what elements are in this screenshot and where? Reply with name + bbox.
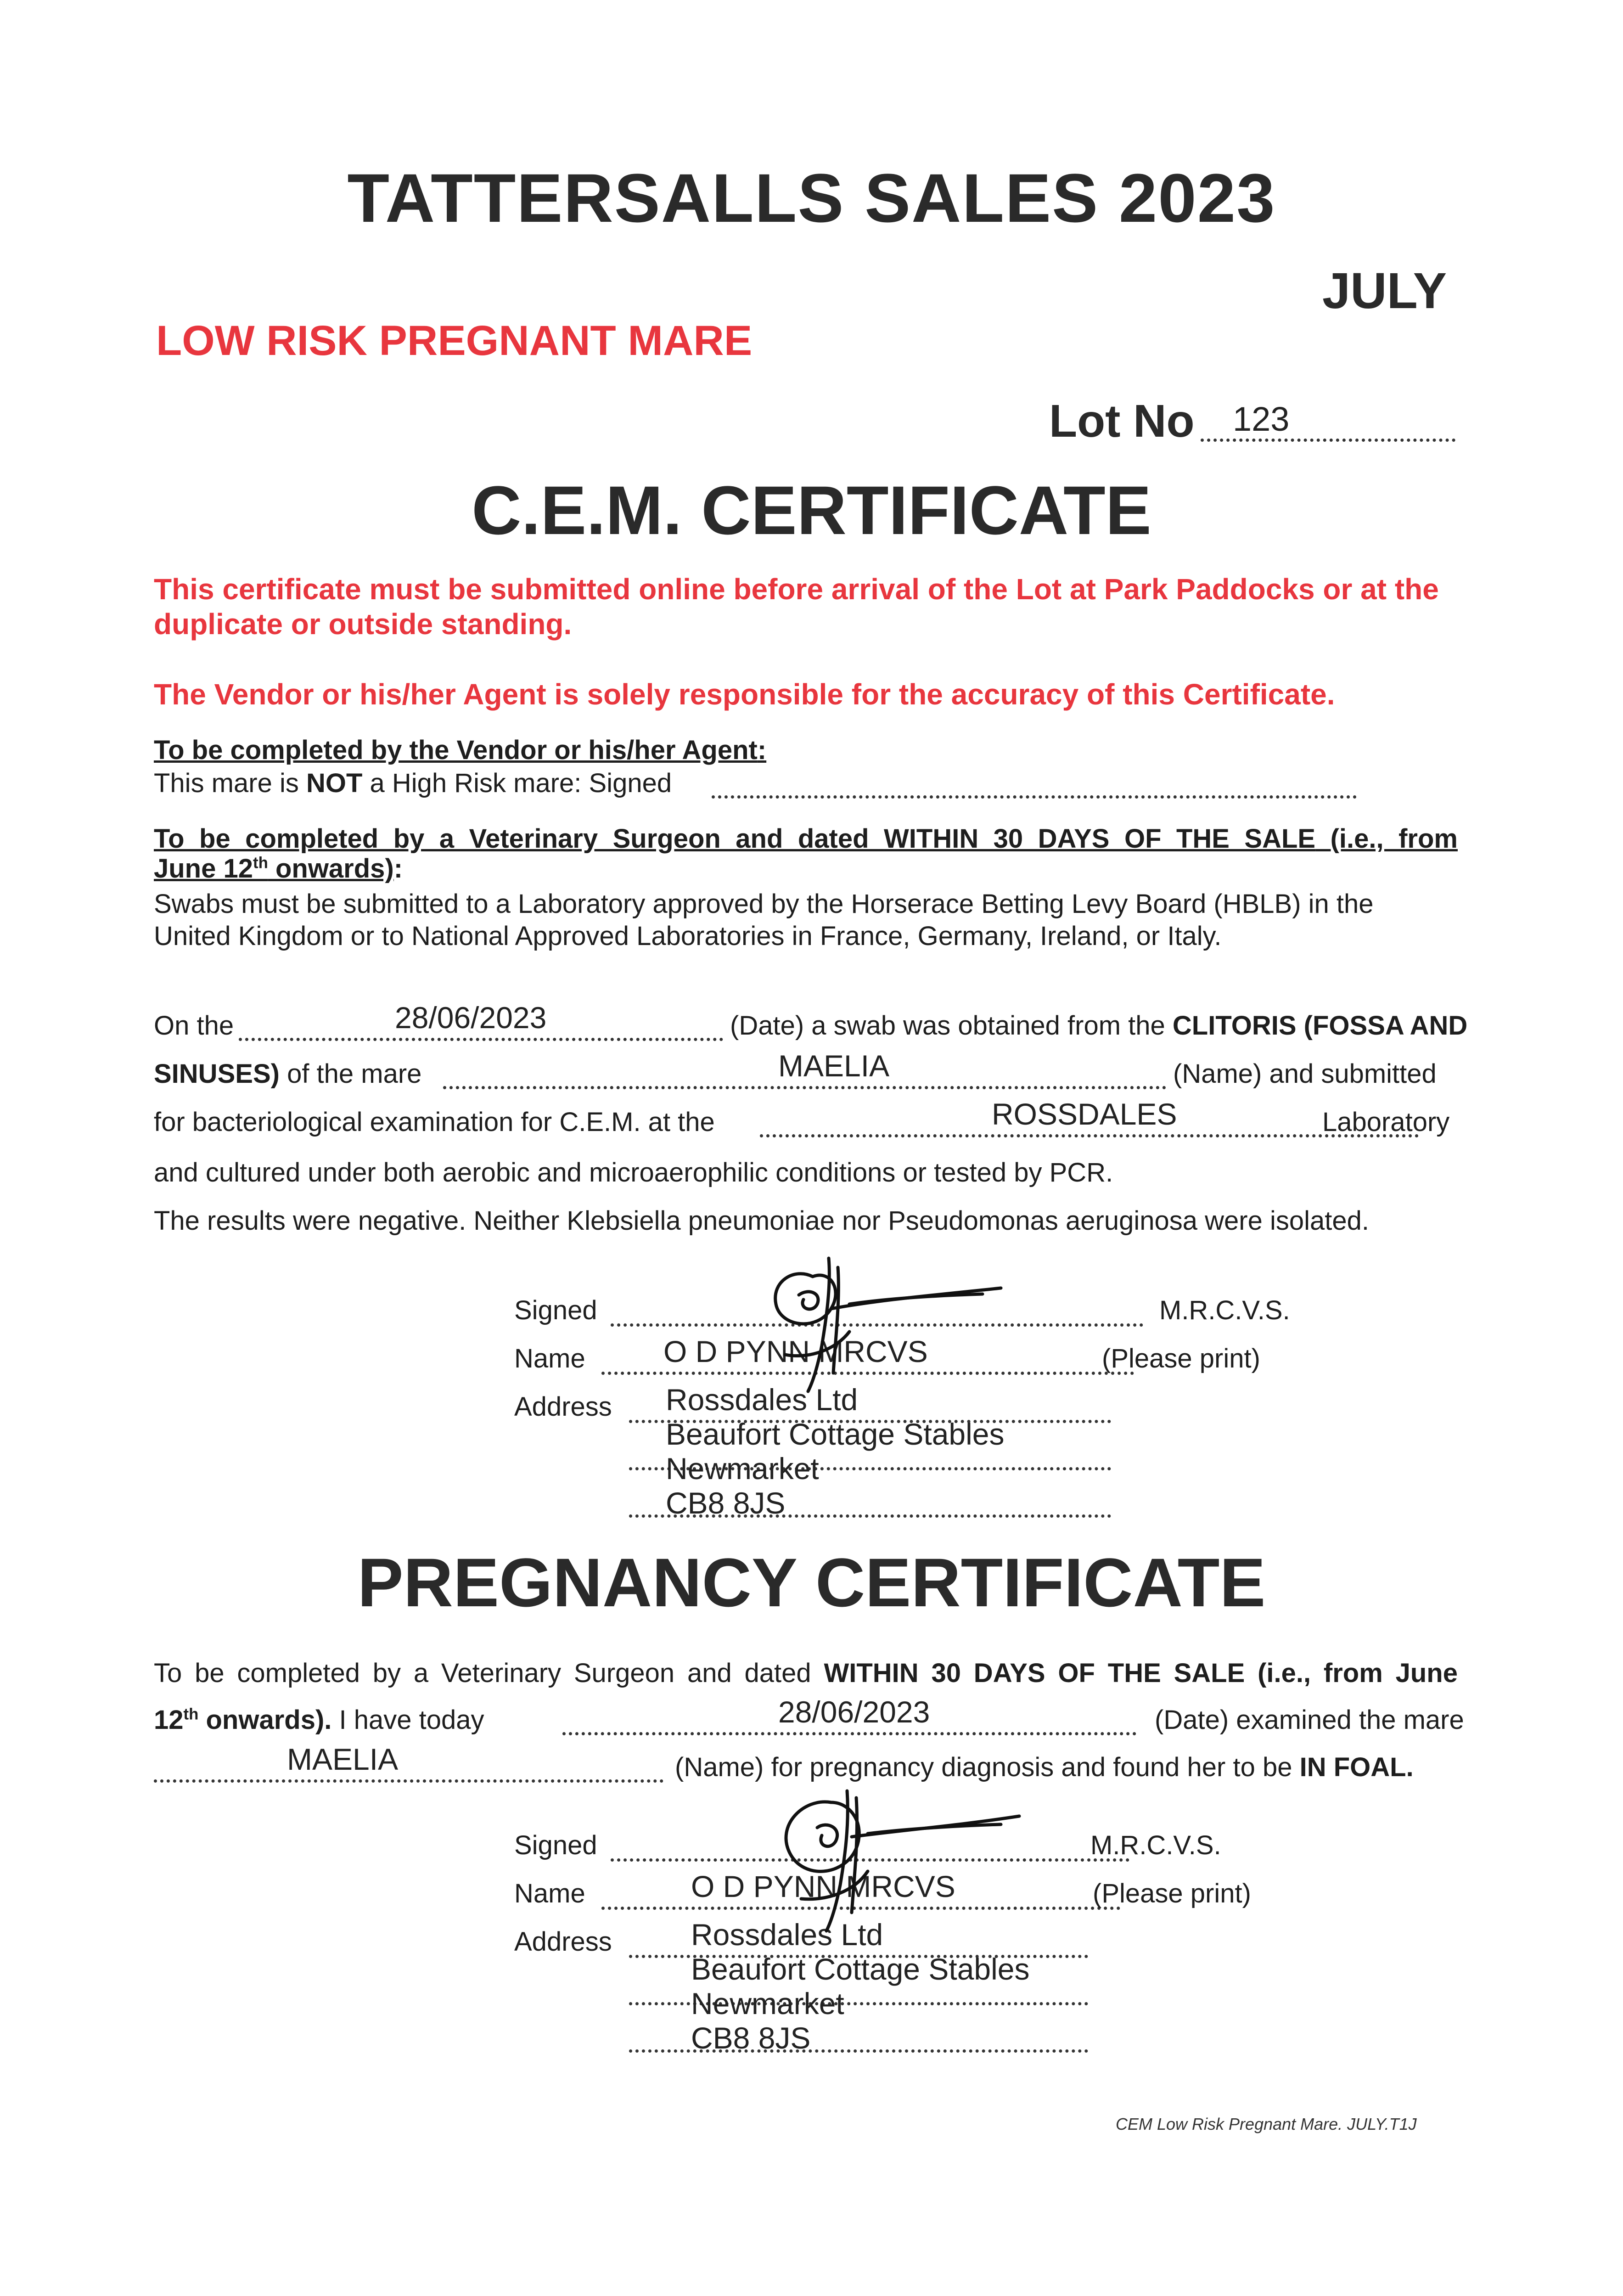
cem-address-line-4: CB8 8JS [666,1486,786,1520]
test-results: The results were negative. Neither Klebsiella pneumoniae nor Pseudomonas aeruginosa were isolated. [154,1206,1369,1236]
pregnancy-certificate-title: PREGNANCY CERTIFICATE [357,1544,1266,1621]
vendor-signature-line[interactable] [712,795,1357,799]
cem-address-line-2: Beaufort Cottage Stables [666,1417,1005,1451]
cem-signature-block: Signed M.R.C.V.S. Name O D PYNN MRCVS (Please print) Address Rossdales Ltd Beaufort Cottage Stables Newmarket CB8 8JS [514,1295,1290,1520]
laboratory-line: for bacteriological examination for C.E.M. at the ROSSDALES Laboratory [154,1097,1450,1137]
form-code: CEM Low Risk Pregnant Mare. JULY.T1J [1116,2115,1417,2133]
pregnancy-vet-name-value: O D PYNN MRCVS [691,1869,955,1903]
pregnancy-mare-dots[interactable] [154,1779,663,1783]
swab-date-value: 28/06/2023 [395,1001,547,1035]
pregnancy-mare-value: MAELIA [287,1742,399,1776]
pregnancy-date-line: 12th onwards). I have today 28/06/2023 (Date) examined the mare [154,1695,1464,1735]
pregnancy-address-line-2: Beaufort Cottage Stables [691,1952,1030,1986]
mare-name-dots[interactable] [443,1086,1166,1089]
risk-category: LOW RISK PREGNANT MARE [156,317,753,364]
cem-vet-signature-image [744,1249,1028,1401]
pregnancy-mare-line: MAELIA (Name) for pregnancy diagnosis and found her to be IN FOAL. [154,1752,1458,1789]
lot-dots [1201,439,1455,442]
cem-certificate-title: C.E.M. CERTIFICATE [472,472,1151,549]
laboratory-value: ROSSDALES [992,1097,1177,1131]
lot-number-value: 123 [1233,400,1290,438]
pregnancy-intro-line-1: To be completed by a Veterinary Surgeon and dated WITHIN 30 DAYS OF THE SALE (i.e., from June [154,1658,1458,1688]
pregnancy-vet-signature-image [753,1784,1038,1936]
vet-heading-line-2: June 12th onwards): [154,854,403,884]
culture-method: and cultured under both aerobic and microaerophilic conditions or tested by PCR. [154,1158,1113,1187]
pregnancy-date-dots[interactable] [562,1732,1136,1735]
document-title: TATTERSALLS SALES 2023 [347,159,1276,236]
pregnancy-address-line-3: Newmarket [691,1986,844,2020]
mare-name-value: MAELIA [778,1049,890,1083]
pregnancy-address-line-4: CB8 8JS [691,2021,811,2055]
cem-address-line-1: Rossdales Ltd [666,1383,858,1417]
mare-name-line: SINUSES) of the mare MAELIA (Name) and submitted [154,1049,1437,1089]
vet-heading-line-1: To be completed by a Veterinary Surgeon and dated WITHIN 30 DAYS OF THE SALE (i.e., from [154,824,1458,854]
pregnancy-date-value: 28/06/2023 [778,1695,930,1729]
swab-date-line: On the 28/06/2023 (Date) a swab was obtained from the CLITORIS (FOSSA AND [154,1001,1468,1041]
swab-requirement-1: Swabs must be submitted to a Laboratory approved by the Horserace Betting Levy Board (HBLB) in the [154,889,1374,919]
lot-number-field [1049,395,1455,450]
submission-notice: This certificate must be submitted online before arrival of the Lot at Park Paddocks or at the duplicate or outside standing. [154,573,1439,641]
pregnancy-signature-block: Signed M.R.C.V.S. Name O D PYNN MRCVS (Please print) Address Rossdales Ltd Beaufort Cottage Stables Newmarket CB8 8JS [514,1830,1251,2055]
laboratory-dots[interactable] [760,1134,1419,1137]
vendor-heading: To be completed by the Vendor or his/her Agent: [154,735,767,765]
responsibility-notice: The Vendor or his/her Agent is solely responsible for the accuracy of this Certificate. [154,678,1335,711]
cem-address-line-3: Newmarket [666,1452,819,1486]
sale-month: JULY [1322,263,1447,319]
swab-requirement-2: United Kingdom or to National Approved Laboratories in France, Germany, Ireland, or Italy. [154,921,1222,951]
pregnancy-address-line-1: Rossdales Ltd [691,1918,883,1952]
swab-date-dots[interactable] [239,1038,723,1041]
lot-label: Lot No [1049,395,1195,447]
vendor-declaration: This mare is NOT a High Risk mare: Signed [154,768,1357,805]
cem-vet-name-value: O D PYNN MRCVS [663,1334,928,1368]
